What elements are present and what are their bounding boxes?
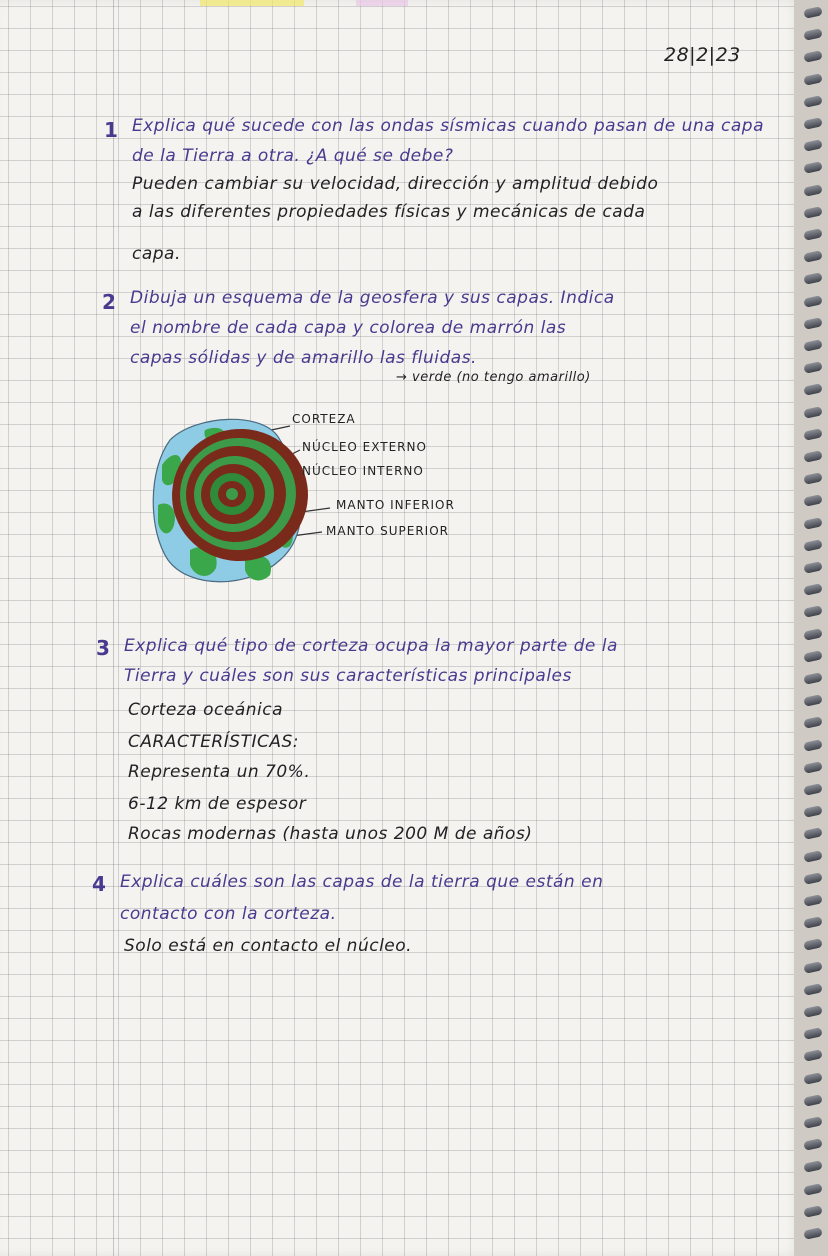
spiral-ring: [803, 6, 822, 19]
question-2-line-1: Dibuja un esquema de la geosfera y sus capas. Indica: [130, 288, 615, 308]
spiral-ring: [803, 472, 822, 485]
spiral-ring: [803, 206, 822, 219]
answer-1-line-2: a las diferentes propiedades físicas y mecánicas de cada: [132, 202, 646, 222]
spiral-ring: [803, 1050, 822, 1063]
spiral-ring: [803, 495, 822, 508]
question-4-line-1: Explica cuáles son las capas de la tierra que están en: [120, 872, 604, 892]
spiral-ring: [803, 1205, 822, 1218]
spiral-ring: [803, 73, 822, 86]
question-2-note: → verde (no tengo amarillo): [396, 370, 591, 385]
spiral-ring: [803, 295, 822, 308]
spiral-ring: [803, 428, 822, 441]
spiral-ring: [803, 139, 822, 152]
spiral-ring: [803, 517, 822, 530]
spiral-ring: [803, 628, 822, 641]
answer-1-line-3: capa.: [132, 244, 181, 264]
spiral-ring: [803, 162, 822, 175]
question-4-line-2: contacto con la corteza.: [120, 904, 337, 924]
spiral-ring: [803, 983, 822, 996]
label-nucleo-interno: NÚCLEO INTERNO: [302, 464, 424, 478]
answer-3-line-2: CARACTERÍSTICAS:: [128, 732, 299, 752]
spiral-ring: [803, 1183, 822, 1196]
spiral-ring: [803, 184, 822, 197]
spiral-ring: [803, 828, 822, 841]
spiral-ring: [803, 539, 822, 552]
spiral-ring: [803, 672, 822, 685]
spiral-ring: [803, 1005, 822, 1018]
page-top-color-strip: [200, 0, 720, 6]
date: 28|2|23: [664, 44, 741, 66]
spiral-ring: [803, 1094, 822, 1107]
spiral-ring: [803, 117, 822, 130]
question-3-number: 3: [96, 636, 111, 660]
spiral-ring: [803, 717, 822, 730]
spiral-ring: [803, 1116, 822, 1129]
spiral-ring: [803, 28, 822, 41]
spiral-ring: [803, 450, 822, 463]
question-1-number: 1: [104, 118, 119, 142]
label-corteza: CORTEZA: [292, 412, 356, 426]
question-3-line-2: Tierra y cuáles son sus características principales: [124, 666, 572, 686]
question-1-line-1: Explica qué sucede con las ondas sísmicas cuando pasan de una capa: [132, 116, 765, 136]
question-2-number: 2: [102, 290, 117, 314]
notebook-spiral-binding: [794, 0, 828, 1256]
spiral-ring: [803, 1072, 822, 1085]
question-4-number: 4: [92, 872, 107, 896]
spiral-ring: [803, 1027, 822, 1040]
spiral-ring: [803, 1138, 822, 1151]
question-3-line-1: Explica qué tipo de corteza ocupa la mayor parte de la: [124, 636, 618, 656]
spiral-ring: [803, 694, 822, 707]
spiral-ring: [803, 250, 822, 263]
spiral-ring: [803, 850, 822, 863]
spiral-ring: [803, 650, 822, 663]
spiral-ring: [803, 916, 822, 929]
answer-3-line-1: Corteza oceánica: [128, 700, 284, 720]
spiral-ring: [803, 384, 822, 397]
spiral-ring: [803, 939, 822, 952]
layer-core-center: [226, 488, 238, 500]
spiral-ring: [803, 228, 822, 241]
answer-1-line-1: Pueden cambiar su velocidad, dirección y amplitud debido: [132, 174, 659, 194]
spiral-ring: [803, 406, 822, 419]
spiral-ring: [803, 361, 822, 374]
answer-3-line-4: 6-12 km de espesor: [128, 794, 307, 814]
spiral-ring: [803, 961, 822, 974]
geosphere-diagram: [150, 410, 490, 599]
answer-3-line-3: Representa un 70%.: [128, 762, 311, 782]
spiral-ring: [803, 783, 822, 796]
question-2-line-2: el nombre de cada capa y colorea de marrón las: [130, 318, 567, 338]
spiral-ring: [803, 805, 822, 818]
margin-line: [113, 0, 114, 1256]
spiral-ring: [803, 872, 822, 885]
label-manto-inferior: MANTO INFERIOR: [336, 498, 455, 512]
spiral-ring: [803, 317, 822, 330]
spiral-ring: [803, 339, 822, 352]
spiral-ring: [803, 1161, 822, 1174]
answer-4-line-1: Solo está en contacto el núcleo.: [124, 936, 413, 956]
spiral-ring: [803, 273, 822, 286]
spiral-ring: [803, 894, 822, 907]
spiral-ring: [803, 761, 822, 774]
spiral-ring: [803, 583, 822, 596]
spiral-ring: [803, 95, 822, 108]
spiral-ring: [803, 1227, 822, 1240]
spiral-ring: [803, 51, 822, 64]
label-nucleo-externo: NÚCLEO EXTERNO: [302, 440, 427, 454]
question-2-line-3: capas sólidas y de amarillo las fluidas.: [130, 348, 477, 368]
spiral-ring: [803, 561, 822, 574]
spiral-ring: [803, 739, 822, 752]
question-1-line-2: de la Tierra a otra. ¿A qué se debe?: [132, 146, 454, 166]
label-manto-superior: MANTO SUPERIOR: [326, 524, 450, 538]
spiral-ring: [803, 606, 822, 619]
answer-3-line-5: Rocas modernas (hasta unos 200 M de años): [128, 824, 533, 844]
